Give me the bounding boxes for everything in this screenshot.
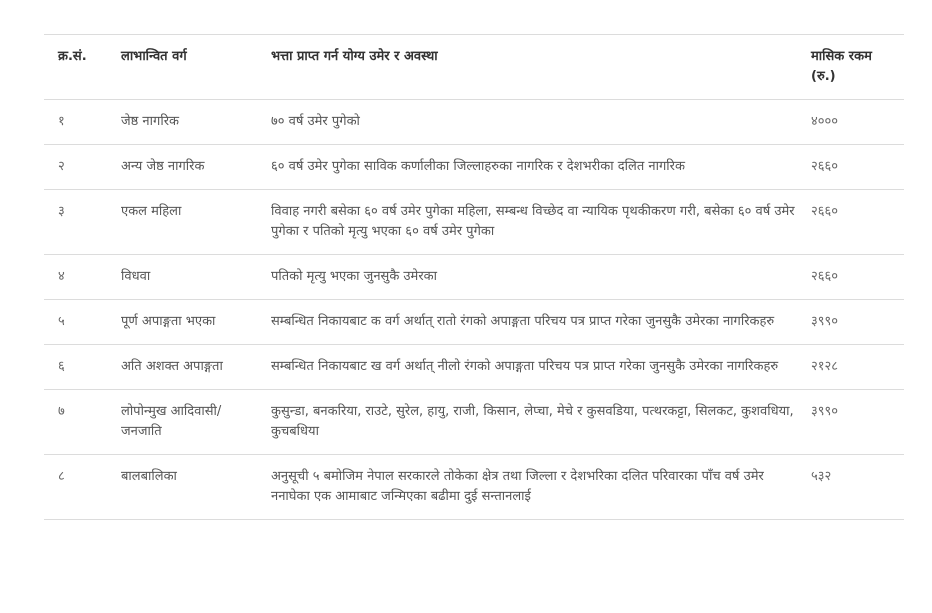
cell-category: पूर्ण अपाङ्गता भएका [107, 300, 257, 345]
cell-amount: २६६० [797, 145, 904, 190]
header-condition: भत्ता प्राप्त गर्न योग्य उमेर र अवस्था [257, 35, 797, 100]
cell-category: लोपोन्मुख आदिवासी/ जनजाति [107, 390, 257, 455]
cell-category: विधवा [107, 255, 257, 300]
cell-amount: २१२८ [797, 345, 904, 390]
cell-category: अति अशक्त अपाङ्गता [107, 345, 257, 390]
cell-sn: १ [44, 100, 107, 145]
table-row [44, 145, 904, 190]
cell-amount: ३९९० [797, 300, 904, 345]
header-category: लाभान्वित वर्ग [107, 35, 257, 100]
cell-sn: ४ [44, 255, 107, 300]
table-row [44, 300, 904, 345]
table-row [44, 100, 904, 145]
header-amount-line1: मासिक रकम [811, 49, 872, 64]
cell-amount: ३९९० [797, 390, 904, 455]
cell-amount: ४००० [797, 100, 904, 145]
cell-sn: ३ [44, 190, 107, 255]
cell-sn: ५ [44, 300, 107, 345]
table-header-row [44, 35, 904, 100]
cell-condition: अनुसूची ५ बमोजिम नेपाल सरकारले तोकेका क्षेत्र तथा जिल्ला र देशभरिका दलित परिवारका पाँच वर्ष उमेर ननाघेका एक आमाबाट जन्मिएका बढीमा दुई सन्तानलाई [257, 455, 797, 520]
table-row [44, 190, 904, 255]
cell-sn: ७ [44, 390, 107, 455]
cell-category: जेष्ठ नागरिक [107, 100, 257, 145]
cell-amount: २६६० [797, 190, 904, 255]
cell-condition: विवाह नगरी बसेका ६० वर्ष उमेर पुगेका महिला, सम्बन्ध विच्छेद वा न्यायिक पृथकीकरण गरी, बसेका ६० वर्ष उमेर पुगेका र पतिको मृत्यु भएका ६० वर्ष उमेर पुगेका [257, 190, 797, 255]
cell-sn: २ [44, 145, 107, 190]
cell-amount: ५३२ [797, 455, 904, 520]
cell-condition: ७० वर्ष उमेर पुगेको [257, 100, 797, 145]
cell-category: एकल महिला [107, 190, 257, 255]
cell-condition: सम्बन्धित निकायबाट क वर्ग अर्थात् रातो रंगको अपाङ्गता परिचय पत्र प्राप्त गरेका जुनसुकै उमेरका नागरिकहरु [257, 300, 797, 345]
cell-condition: सम्बन्धित निकायबाट ख वर्ग अर्थात् नीलो रंगको अपाङ्गता परिचय पत्र प्राप्त गरेका जुनसुकै उमेरका नागरिकहरु [257, 345, 797, 390]
cell-amount: २६६० [797, 255, 904, 300]
table-row [44, 255, 904, 300]
cell-condition: ६० वर्ष उमेर पुगेका साविक कर्णालीका जिल्लाहरुका नागरिक र देशभरीका दलित नागरिक [257, 145, 797, 190]
cell-sn: ८ [44, 455, 107, 520]
cell-category: बालबालिका [107, 455, 257, 520]
table-row [44, 390, 904, 455]
header-amount-line2: (रु.) [811, 69, 836, 84]
header-amount [797, 35, 904, 100]
allowance-table [44, 34, 904, 520]
allowance-table-container [44, 34, 904, 520]
cell-condition: कुसुन्डा, बनकरिया, राउटे, सुरेल, हायु, राजी, किसान, लेप्चा, मेचे र कुसवडिया, पत्थरकट्टा, सिलकट, कुशवधिया, कुचबधिया [257, 390, 797, 455]
table-row [44, 455, 904, 520]
header-sn: क्र.सं. [44, 35, 107, 100]
table-row [44, 345, 904, 390]
cell-condition: पतिको मृत्यु भएका जुनसुकै उमेरका [257, 255, 797, 300]
cell-category: अन्य जेष्ठ नागरिक [107, 145, 257, 190]
cell-sn: ६ [44, 345, 107, 390]
